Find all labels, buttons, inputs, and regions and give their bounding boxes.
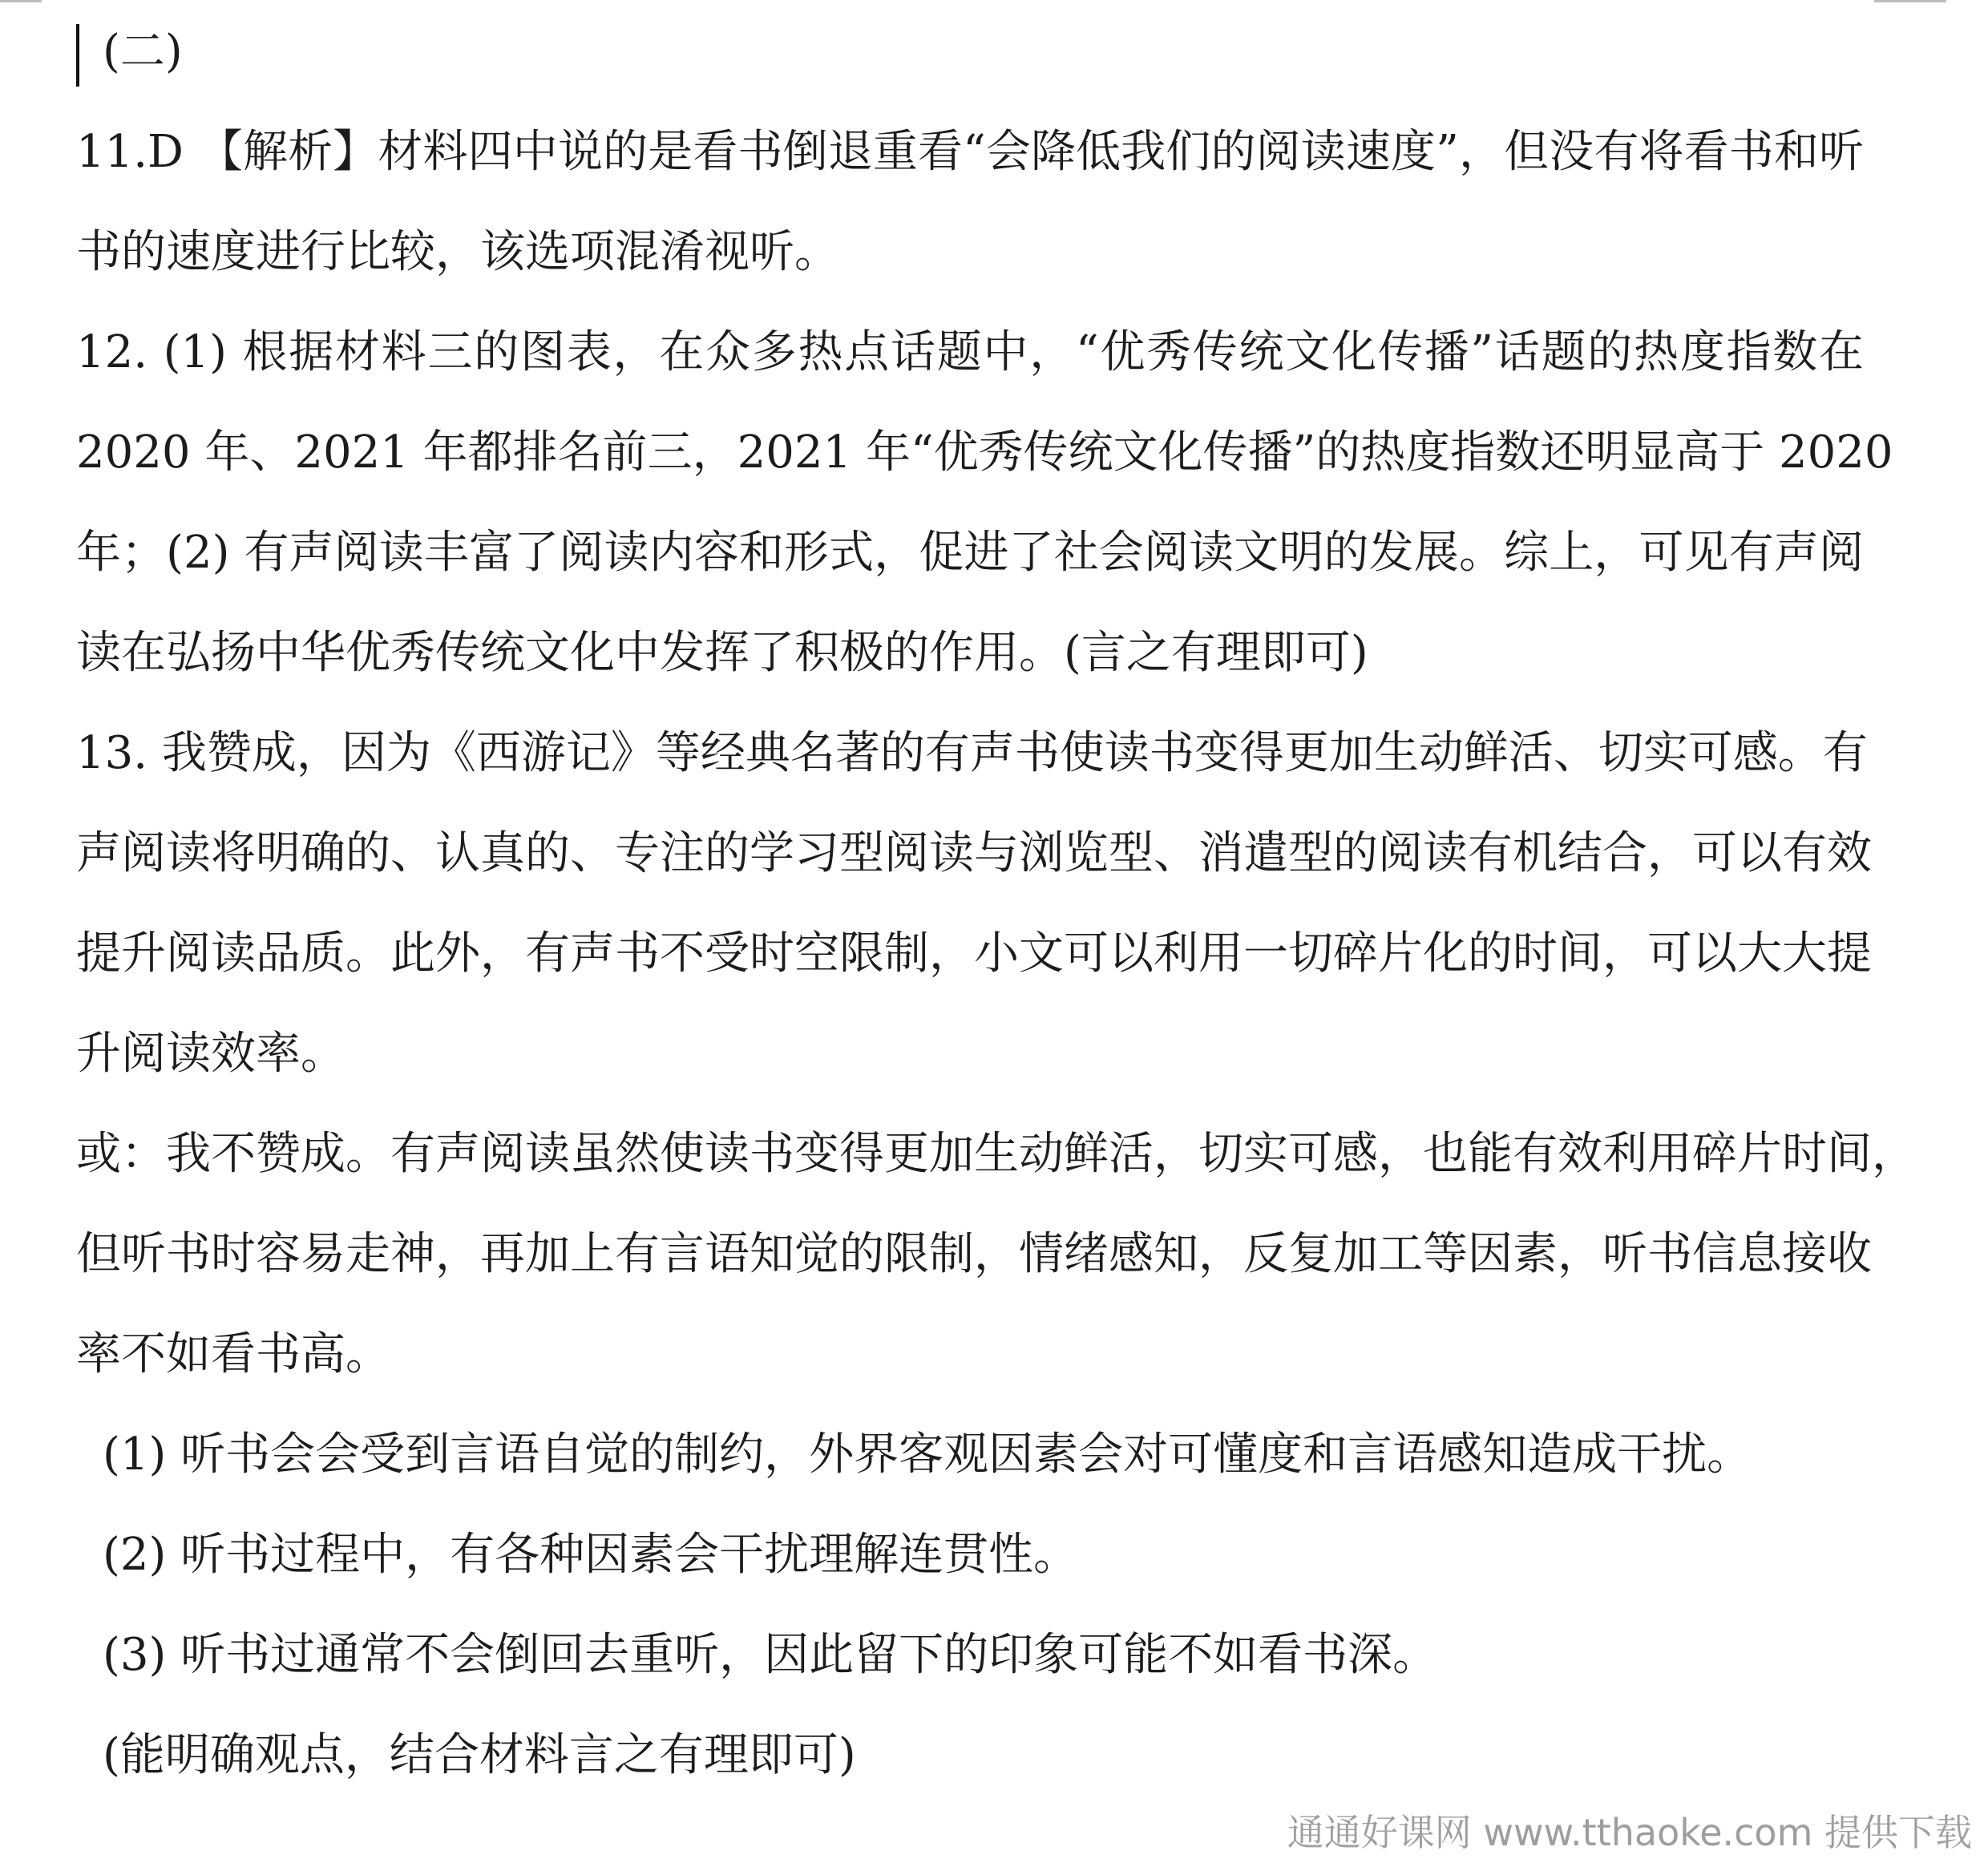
q12-line-4: 读在弘扬中华优秀传统文化中发挥了积极的作用。(言之有理即可) <box>76 627 1368 679</box>
q13-point-3: (3) 听书过通常不会倒回去重听，因此留下的印象可能不如看书深。 <box>103 1629 1438 1681</box>
q13-note: (能明确观点，结合材料言之有理即可) <box>103 1729 856 1781</box>
top-rule-left <box>0 0 42 2</box>
q13-line-1: 13. 我赞成，因为《西游记》等经典名著的有声书使读书变得更加生动鲜活、切实可感。有 <box>76 727 1868 779</box>
q11-line-2: 书的速度进行比较，该选项混淆视听。 <box>76 226 839 278</box>
q12-line-1: 12. (1) 根据材料三的图表，在众多热点话题中，“优秀传统文化传播”话题的热度指数在 <box>76 326 1864 378</box>
top-rule-right <box>1874 0 1946 2</box>
q13-point-2: (2) 听书过程中，有各种因素会干扰理解连贯性。 <box>103 1529 1079 1581</box>
watermark: 通通好课网 www.tthaoke.com 提供下载 <box>1287 1811 1972 1854</box>
q11-line-1: 11.D 【解析】材料四中说的是看书倒退重看“会降低我们的阅读速度”，但没有将看书和听 <box>76 126 1864 178</box>
section-heading: (二) <box>103 26 183 78</box>
q13-alt-line-1: 或：我不赞成。有声阅读虽然使读书变得更加生动鲜活，切实可感，也能有效利用碎片时间， <box>76 1128 1917 1180</box>
q12-line-3: 年；(2) 有声阅读丰富了阅读内容和形式，促进了社会阅读文明的发展。综上，可见有声阅 <box>76 527 1864 579</box>
q13-alt-line-3: 率不如看书高。 <box>76 1328 390 1380</box>
q13-alt-line-2: 但听书时容易走神，再加上有言语知觉的限制，情绪感知，反复加工等因素，听书信息接收 <box>76 1228 1872 1280</box>
text-cursor <box>76 24 79 87</box>
q13-line-3: 提升阅读品质。此外，有声书不受时空限制，小文可以利用一切碎片化的时间，可以大大提 <box>76 927 1872 980</box>
q13-line-4: 升阅读效率。 <box>76 1028 345 1080</box>
q13-line-2: 声阅读将明确的、认真的、专注的学习型阅读与浏览型、消遣型的阅读有机结合，可以有效 <box>76 827 1872 879</box>
q13-point-1: (1) 听书会会受到言语自觉的制约，外界客观因素会对可懂度和言语感知造成干扰。 <box>103 1429 1752 1481</box>
q12-line-2: 2020 年、2021 年都排名前三，2021 年“优秀传统文化传播”的热度指数还明显高于 2020 <box>76 426 1893 479</box>
